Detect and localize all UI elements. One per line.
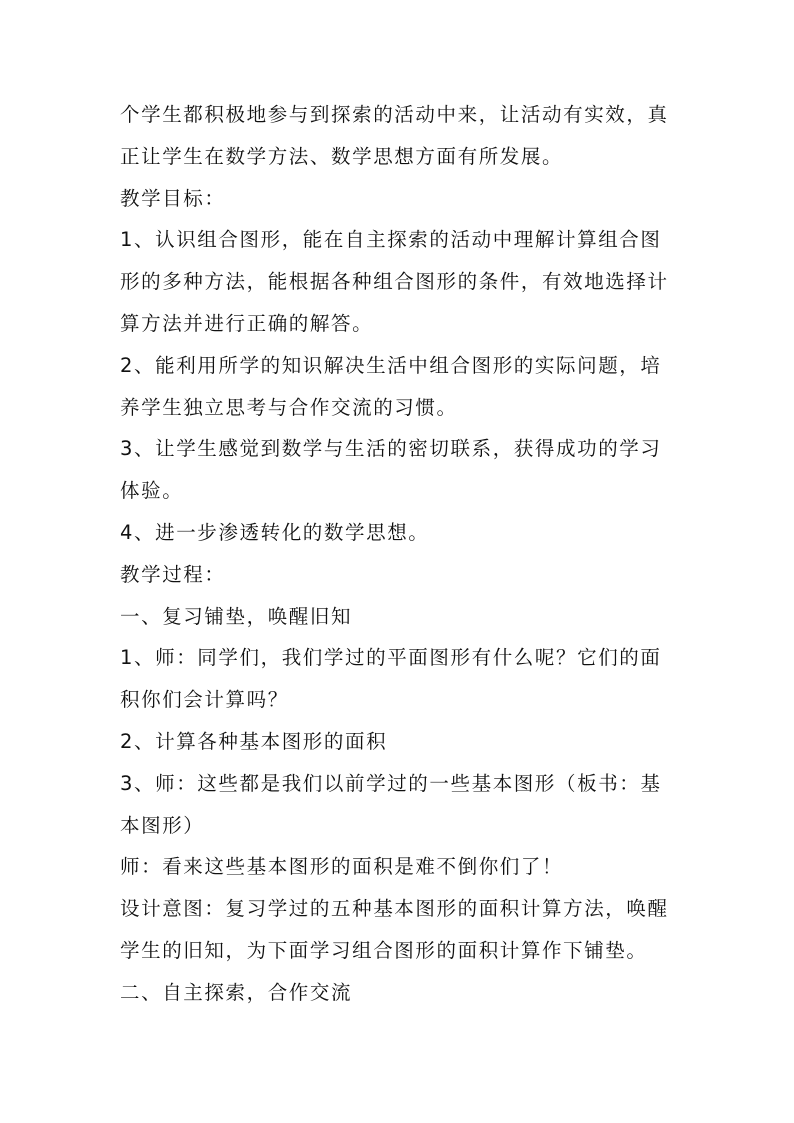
section-heading-teaching-process: 教学过程： <box>120 562 226 586</box>
text-line: 2、能利用所学的知识解决生活中组合图形的实际问题，培 <box>120 353 662 377</box>
text-line: 正让学生在数学方法、数学思想方面有所发展。 <box>120 144 564 168</box>
text-line: 2、计算各种基本图形的面积 <box>120 729 388 753</box>
text-line: 个学生都积极地参与到探索的活动中来，让活动有实效，真 <box>120 103 669 126</box>
text-line: 设计意图：复习学过的五种基本图形的面积计算方法，唤醒 <box>120 897 669 921</box>
text-line: 3、师：这些都是我们以前学过的一些基本图形（板书：基 <box>120 771 662 795</box>
subsection-heading: 一、复习铺垫，唤醒旧知 <box>120 604 353 628</box>
text-line: 算方法并进行正确的解答。 <box>120 311 374 335</box>
text-line: 4、进一步渗透转化的数学思想。 <box>120 520 430 544</box>
text-line: 形的多种方法，能根据各种组合图形的条件，有效地选择计 <box>120 270 669 294</box>
document-body <box>120 94 680 1014</box>
text-line: 师：看来这些基本图形的面积是难不倒你们了！ <box>120 855 564 879</box>
text-line: 积你们会计算吗？ <box>120 688 289 712</box>
section-heading-teaching-goals: 教学目标： <box>120 186 226 210</box>
text-line: 本图形） <box>120 813 205 837</box>
text-line: 体验。 <box>120 479 184 503</box>
text-line: 1、认识组合图形，能在自主探索的活动中理解计算组合图 <box>120 228 662 252</box>
text-line: 1、师：同学们，我们学过的平面图形有什么呢？它们的面 <box>120 646 662 670</box>
text-line: 养学生独立思考与合作交流的习惯。 <box>120 395 458 419</box>
text-line: 3、让学生感觉到数学与生活的密切联系，获得成功的学习 <box>120 437 662 461</box>
subsection-heading: 二、自主探索，合作交流 <box>120 980 353 1004</box>
text-line: 学生的旧知，为下面学习组合图形的面积计算作下铺垫。 <box>120 938 648 962</box>
